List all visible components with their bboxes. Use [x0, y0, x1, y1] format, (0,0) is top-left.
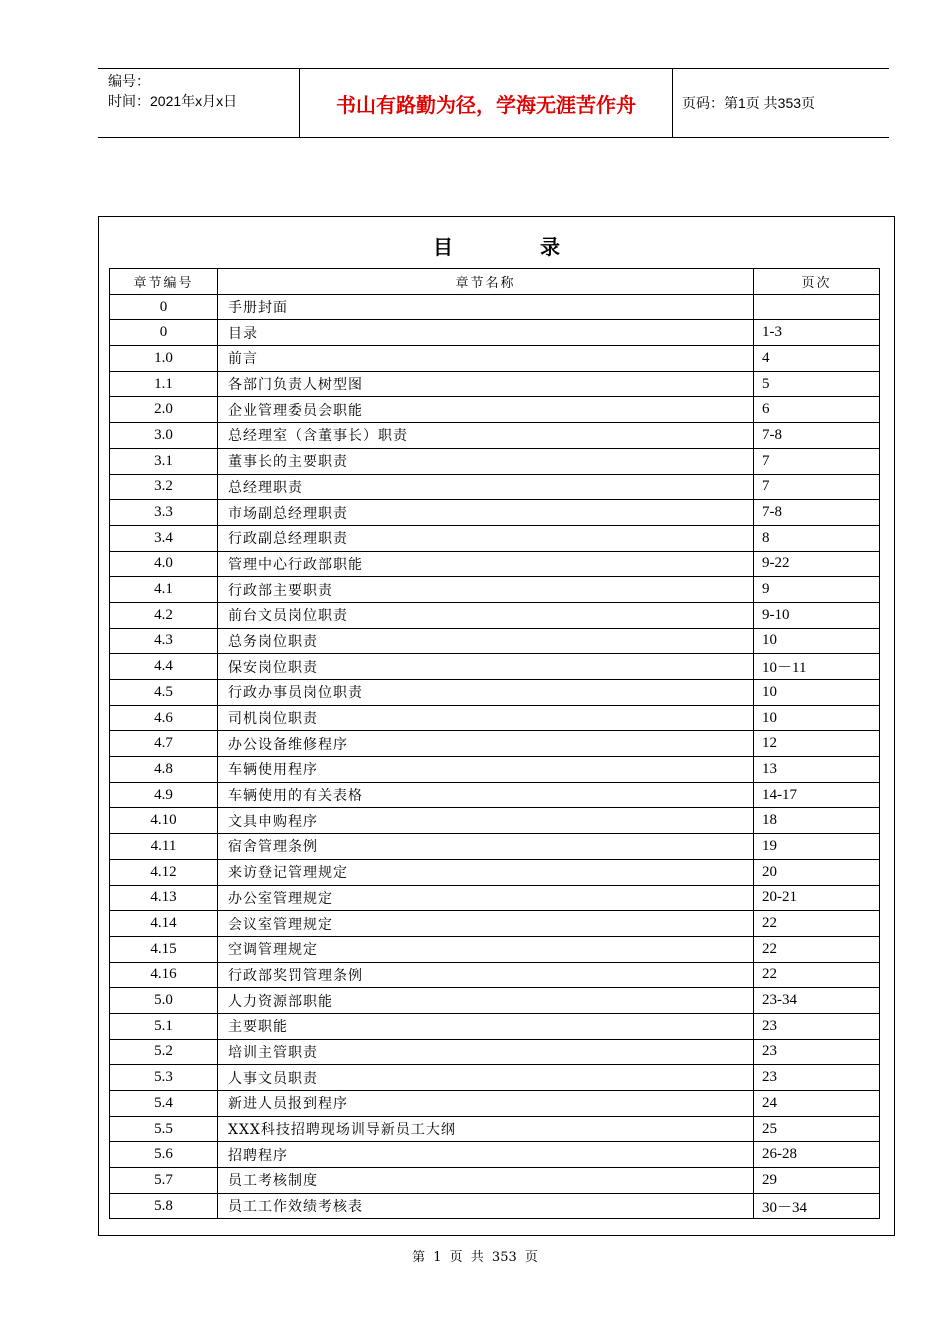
table-row [110, 834, 880, 860]
chapter-name: 人事文员职责 [218, 1065, 754, 1091]
table-row [110, 397, 880, 423]
chapter-name: 新进人员报到程序 [218, 1091, 754, 1117]
chapter-page: 30－34 [754, 1193, 880, 1219]
table-row [110, 936, 880, 962]
table-row [110, 1039, 880, 1065]
header-page-info: 页码：第1页 共353页 [682, 95, 816, 111]
toc-frame [98, 216, 895, 1236]
toc-header-row [110, 269, 880, 295]
chapter-page: 9 [754, 577, 880, 603]
chapter-name: 员工工作效绩考核表 [218, 1193, 754, 1219]
chapter-page: 23-34 [754, 988, 880, 1014]
chapter-page: 6 [754, 397, 880, 423]
table-row [110, 474, 880, 500]
table-row [110, 705, 880, 731]
chapter-page: 10 [754, 705, 880, 731]
chapter-page: 10 [754, 680, 880, 706]
table-row [110, 1065, 880, 1091]
chapter-page: 12 [754, 731, 880, 757]
col-header-page: 页次 [754, 269, 880, 295]
chapter-name: 保安岗位职责 [218, 654, 754, 680]
chapter-name: 来访登记管理规定 [218, 859, 754, 885]
chapter-page: 7-8 [754, 500, 880, 526]
chapter-page: 19 [754, 834, 880, 860]
chapter-number: 5.3 [110, 1065, 218, 1091]
chapter-number: 5.8 [110, 1193, 218, 1219]
chapter-page: 25 [754, 1116, 880, 1142]
chapter-number: 3.0 [110, 423, 218, 449]
chapter-name: 各部门负责人树型图 [218, 371, 754, 397]
chapter-name: 主要职能 [218, 1013, 754, 1039]
chapter-page: 7-8 [754, 423, 880, 449]
table-row [110, 859, 880, 885]
chapter-name: 会议室管理规定 [218, 911, 754, 937]
chapter-number: 5.4 [110, 1091, 218, 1117]
table-row [110, 525, 880, 551]
chapter-page: 23 [754, 1065, 880, 1091]
chapter-number: 5.2 [110, 1039, 218, 1065]
table-row [110, 962, 880, 988]
chapter-number: 4.13 [110, 885, 218, 911]
table-row [110, 808, 880, 834]
chapter-name: 董事长的主要职责 [218, 448, 754, 474]
chapter-page: 24 [754, 1091, 880, 1117]
chapter-page: 20 [754, 859, 880, 885]
chapter-name: 人力资源部职能 [218, 988, 754, 1014]
chapter-name: 目录 [218, 320, 754, 346]
chapter-number: 1.1 [110, 371, 218, 397]
serial-label: 编号： [108, 73, 150, 89]
table-row [110, 988, 880, 1014]
chapter-page: 14-17 [754, 782, 880, 808]
chapter-page: 9-10 [754, 602, 880, 628]
chapter-name: 行政办事员岗位职责 [218, 680, 754, 706]
col-header-name: 章节名称 [218, 269, 754, 295]
time-label: 时间：2021年x月x日 [108, 93, 238, 109]
table-row [110, 731, 880, 757]
chapter-page: 23 [754, 1013, 880, 1039]
chapter-name: 员工考核制度 [218, 1168, 754, 1194]
chapter-name: 文具申购程序 [218, 808, 754, 834]
table-row [110, 320, 880, 346]
chapter-name: 办公设备维修程序 [218, 731, 754, 757]
chapter-number: 5.5 [110, 1116, 218, 1142]
chapter-number: 0 [110, 294, 218, 320]
chapter-page: 29 [754, 1168, 880, 1194]
chapter-name: 司机岗位职责 [218, 705, 754, 731]
table-row [110, 628, 880, 654]
chapter-page: 8 [754, 525, 880, 551]
chapter-number: 4.15 [110, 936, 218, 962]
table-row [110, 885, 880, 911]
page-footer: 第 1 页 共 353 页 [412, 1250, 538, 1265]
chapter-page: 1-3 [754, 320, 880, 346]
table-row [110, 654, 880, 680]
chapter-name: 总务岗位职责 [218, 628, 754, 654]
chapter-name: 手册封面 [218, 294, 754, 320]
chapter-name: 行政部奖罚管理条例 [218, 962, 754, 988]
chapter-number: 4.0 [110, 551, 218, 577]
chapter-number: 0 [110, 320, 218, 346]
chapter-name: 宿舍管理条例 [218, 834, 754, 860]
chapter-name: 办公室管理规定 [218, 885, 754, 911]
header-divider [672, 69, 673, 137]
toc-title: 目 录 [433, 235, 600, 259]
table-row [110, 911, 880, 937]
table-row [110, 1168, 880, 1194]
chapter-number: 3.3 [110, 500, 218, 526]
chapter-name: 车辆使用程序 [218, 757, 754, 783]
chapter-number: 4.2 [110, 602, 218, 628]
table-row [110, 1116, 880, 1142]
chapter-page: 13 [754, 757, 880, 783]
chapter-number: 3.4 [110, 525, 218, 551]
chapter-name: 前言 [218, 346, 754, 372]
chapter-name: 前台文员岗位职责 [218, 602, 754, 628]
chapter-page: 22 [754, 911, 880, 937]
chapter-number: 5.6 [110, 1142, 218, 1168]
chapter-page: 7 [754, 448, 880, 474]
chapter-name: 市场副总经理职责 [218, 500, 754, 526]
chapter-page: 23 [754, 1039, 880, 1065]
chapter-page: 10 [754, 628, 880, 654]
chapter-number: 4.9 [110, 782, 218, 808]
page-header [98, 68, 889, 138]
chapter-number: 4.1 [110, 577, 218, 603]
chapter-number: 1.0 [110, 346, 218, 372]
chapter-name: 总经理职责 [218, 474, 754, 500]
chapter-name: 培训主管职责 [218, 1039, 754, 1065]
chapter-page: 26-28 [754, 1142, 880, 1168]
chapter-number: 4.14 [110, 911, 218, 937]
chapter-number: 4.5 [110, 680, 218, 706]
table-row [110, 294, 880, 320]
chapter-number: 5.1 [110, 1013, 218, 1039]
chapter-page: 18 [754, 808, 880, 834]
chapter-number: 4.10 [110, 808, 218, 834]
header-meta [108, 71, 298, 111]
table-row [110, 1193, 880, 1219]
chapter-page: 22 [754, 962, 880, 988]
chapter-name: 管理中心行政部职能 [218, 551, 754, 577]
table-row [110, 371, 880, 397]
table-row [110, 1091, 880, 1117]
chapter-page [754, 294, 880, 320]
chapter-number: 4.6 [110, 705, 218, 731]
chapter-page: 7 [754, 474, 880, 500]
table-row [110, 346, 880, 372]
chapter-number: 4.16 [110, 962, 218, 988]
table-row [110, 1142, 880, 1168]
table-row [110, 602, 880, 628]
chapter-name: 总经理室（含董事长）职责 [218, 423, 754, 449]
chapter-name: 企业管理委员会职能 [218, 397, 754, 423]
chapter-name: 空调管理规定 [218, 936, 754, 962]
toc-body [110, 294, 880, 1219]
chapter-number: 4.4 [110, 654, 218, 680]
col-header-number: 章节编号 [110, 269, 218, 295]
chapter-number: 4.12 [110, 859, 218, 885]
chapter-number: 4.7 [110, 731, 218, 757]
chapter-page: 9-22 [754, 551, 880, 577]
chapter-number: 2.0 [110, 397, 218, 423]
table-row [110, 680, 880, 706]
chapter-number: 3.2 [110, 474, 218, 500]
table-row [110, 757, 880, 783]
toc-table [109, 268, 880, 1219]
chapter-name: 招聘程序 [218, 1142, 754, 1168]
chapter-name: 车辆使用的有关表格 [218, 782, 754, 808]
chapter-number: 4.3 [110, 628, 218, 654]
table-row [110, 577, 880, 603]
chapter-name: 行政副总经理职责 [218, 525, 754, 551]
table-row [110, 448, 880, 474]
table-row [110, 1013, 880, 1039]
table-row [110, 423, 880, 449]
chapter-name: XXX科技招聘现场训导新员工大纲 [218, 1116, 754, 1142]
chapter-number: 5.7 [110, 1168, 218, 1194]
header-motto: 书山有路勤为径，学海无涯苦作舟 [336, 92, 636, 117]
chapter-page: 4 [754, 346, 880, 372]
chapter-page: 5 [754, 371, 880, 397]
chapter-number: 5.0 [110, 988, 218, 1014]
chapter-number: 4.11 [110, 834, 218, 860]
table-row [110, 500, 880, 526]
chapter-page: 22 [754, 936, 880, 962]
chapter-number: 4.8 [110, 757, 218, 783]
chapter-number: 3.1 [110, 448, 218, 474]
chapter-page: 20-21 [754, 885, 880, 911]
chapter-name: 行政部主要职责 [218, 577, 754, 603]
chapter-page: 10－11 [754, 654, 880, 680]
table-row [110, 782, 880, 808]
table-row [110, 551, 880, 577]
